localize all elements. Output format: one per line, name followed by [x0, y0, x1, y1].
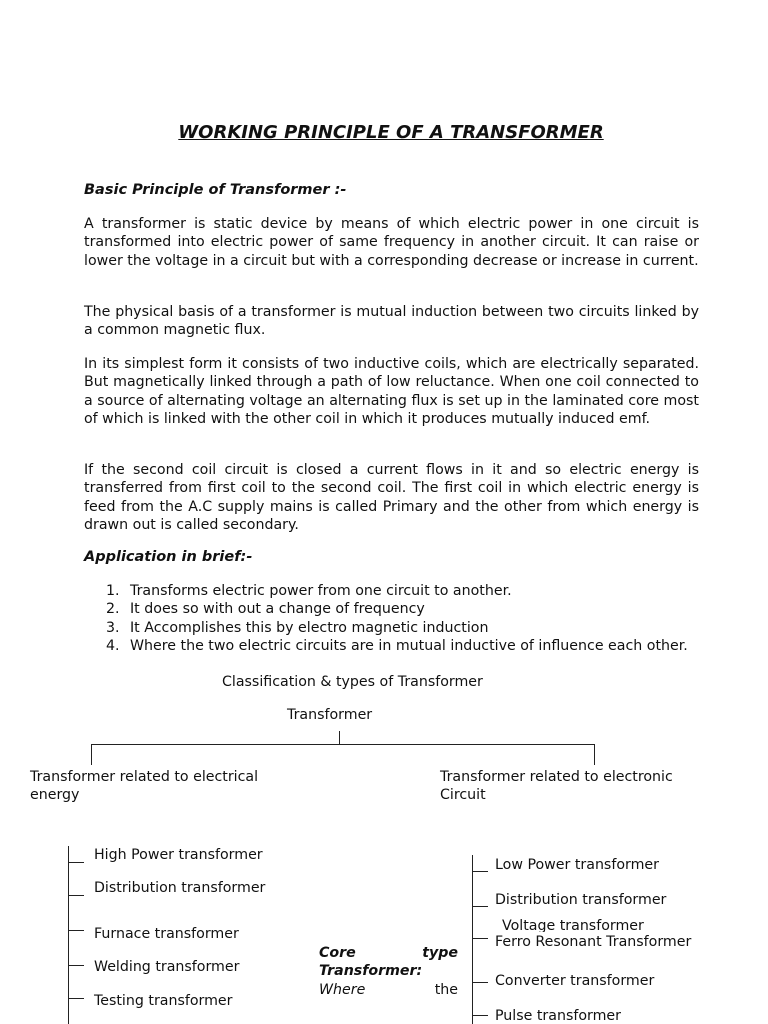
right-tick — [472, 982, 488, 983]
application-heading: Application in brief:- — [84, 549, 253, 565]
the-word: the — [434, 981, 458, 998]
list-text: Where the two electric circuits are in mutual inductive of influence each other. — [130, 637, 688, 654]
list-text: Transforms electric power from one circuit to another. — [130, 583, 512, 599]
right-tick — [472, 1015, 488, 1016]
right-item: Voltage transformer — [502, 918, 644, 932]
right-tick — [472, 906, 488, 907]
paragraph-1: A transformer is static device by means of which electric power in one circuit is transformed into electric power of same frequency in another circuit. It can raise or lower the voltage in a circuit but with a corresponding decrease or increase in current. — [84, 216, 699, 269]
right-tick — [472, 938, 488, 939]
paragraph-4: If the second coil circuit is closed a current flows in it and so electric energy is transferred from first coil to the second coil. The first coil in which electric energy is feed from the A.C supply mains is called Primary and the other from which energy is drawn out is called secondary. — [84, 462, 699, 533]
right-item: Ferro Resonant Transformer — [495, 934, 692, 950]
transformer-word: Transformer: — [319, 963, 423, 980]
application-list — [84, 582, 704, 655]
list-number: 1. — [106, 583, 120, 599]
where-word: Where — [319, 981, 366, 998]
core-type-text — [319, 944, 458, 999]
right-item: Pulse transformer — [495, 1008, 621, 1024]
left-item: High Power transformer — [94, 847, 263, 863]
right-tick — [472, 871, 488, 872]
list-number: 2. — [106, 601, 120, 618]
list-text: It does so with out a change of frequency — [130, 601, 425, 618]
page-title: WORKING PRINCIPLE OF A TRANSFORMER — [178, 122, 604, 143]
left-item: Distribution transformer — [94, 880, 266, 896]
left-tick — [68, 965, 84, 966]
branch-bar — [91, 744, 595, 745]
basic-principle-heading: Basic Principle of Transformer :- — [84, 182, 347, 198]
right-item: Distribution transformer — [495, 892, 667, 908]
left-branch-connector — [91, 744, 92, 765]
paragraph-3: In its simplest form it consists of two inductive coils, which are electrically separated. But magnetically linked through a path of low reluctance. When one coil connected to a source of alternating voltage an alternating flux is set up in the laminated core most of which is linked with the other coil in which it produces mutually induced emf. — [84, 356, 699, 427]
classification-title: Classification & types of Transformer — [222, 674, 483, 690]
left-branch-label: Transformer related to electrical energy — [30, 769, 259, 804]
list-item — [84, 619, 704, 637]
core-word: Core — [319, 945, 356, 961]
list-item — [84, 637, 704, 655]
left-tick — [68, 930, 84, 931]
left-item: Furnace transformer — [94, 926, 239, 942]
tree-root-label: Transformer — [287, 707, 373, 723]
left-tick — [68, 862, 84, 863]
list-number: 3. — [106, 619, 120, 636]
paragraph-2: The physical basis of a transformer is mutual induction between two circuits linked by a common magnetic flux. — [84, 304, 699, 339]
root-connector — [339, 731, 340, 744]
left-item: Welding transformer — [94, 959, 240, 975]
type-word: type — [422, 945, 458, 961]
left-tick — [68, 895, 84, 896]
right-branch-connector — [594, 744, 595, 765]
right-branch-label: Transformer related to electronic Circuit — [440, 769, 673, 804]
list-item — [84, 600, 704, 618]
right-item: Converter transformer — [495, 973, 655, 989]
list-item — [84, 582, 704, 600]
left-tick — [68, 998, 84, 999]
right-list-bracket — [472, 855, 473, 1024]
right-item: Low Power transformer — [495, 857, 659, 873]
list-text: It Accomplishes this by electro magnetic induction — [130, 619, 489, 636]
list-number: 4. — [106, 637, 120, 654]
left-item: Testing transformer — [94, 993, 233, 1009]
